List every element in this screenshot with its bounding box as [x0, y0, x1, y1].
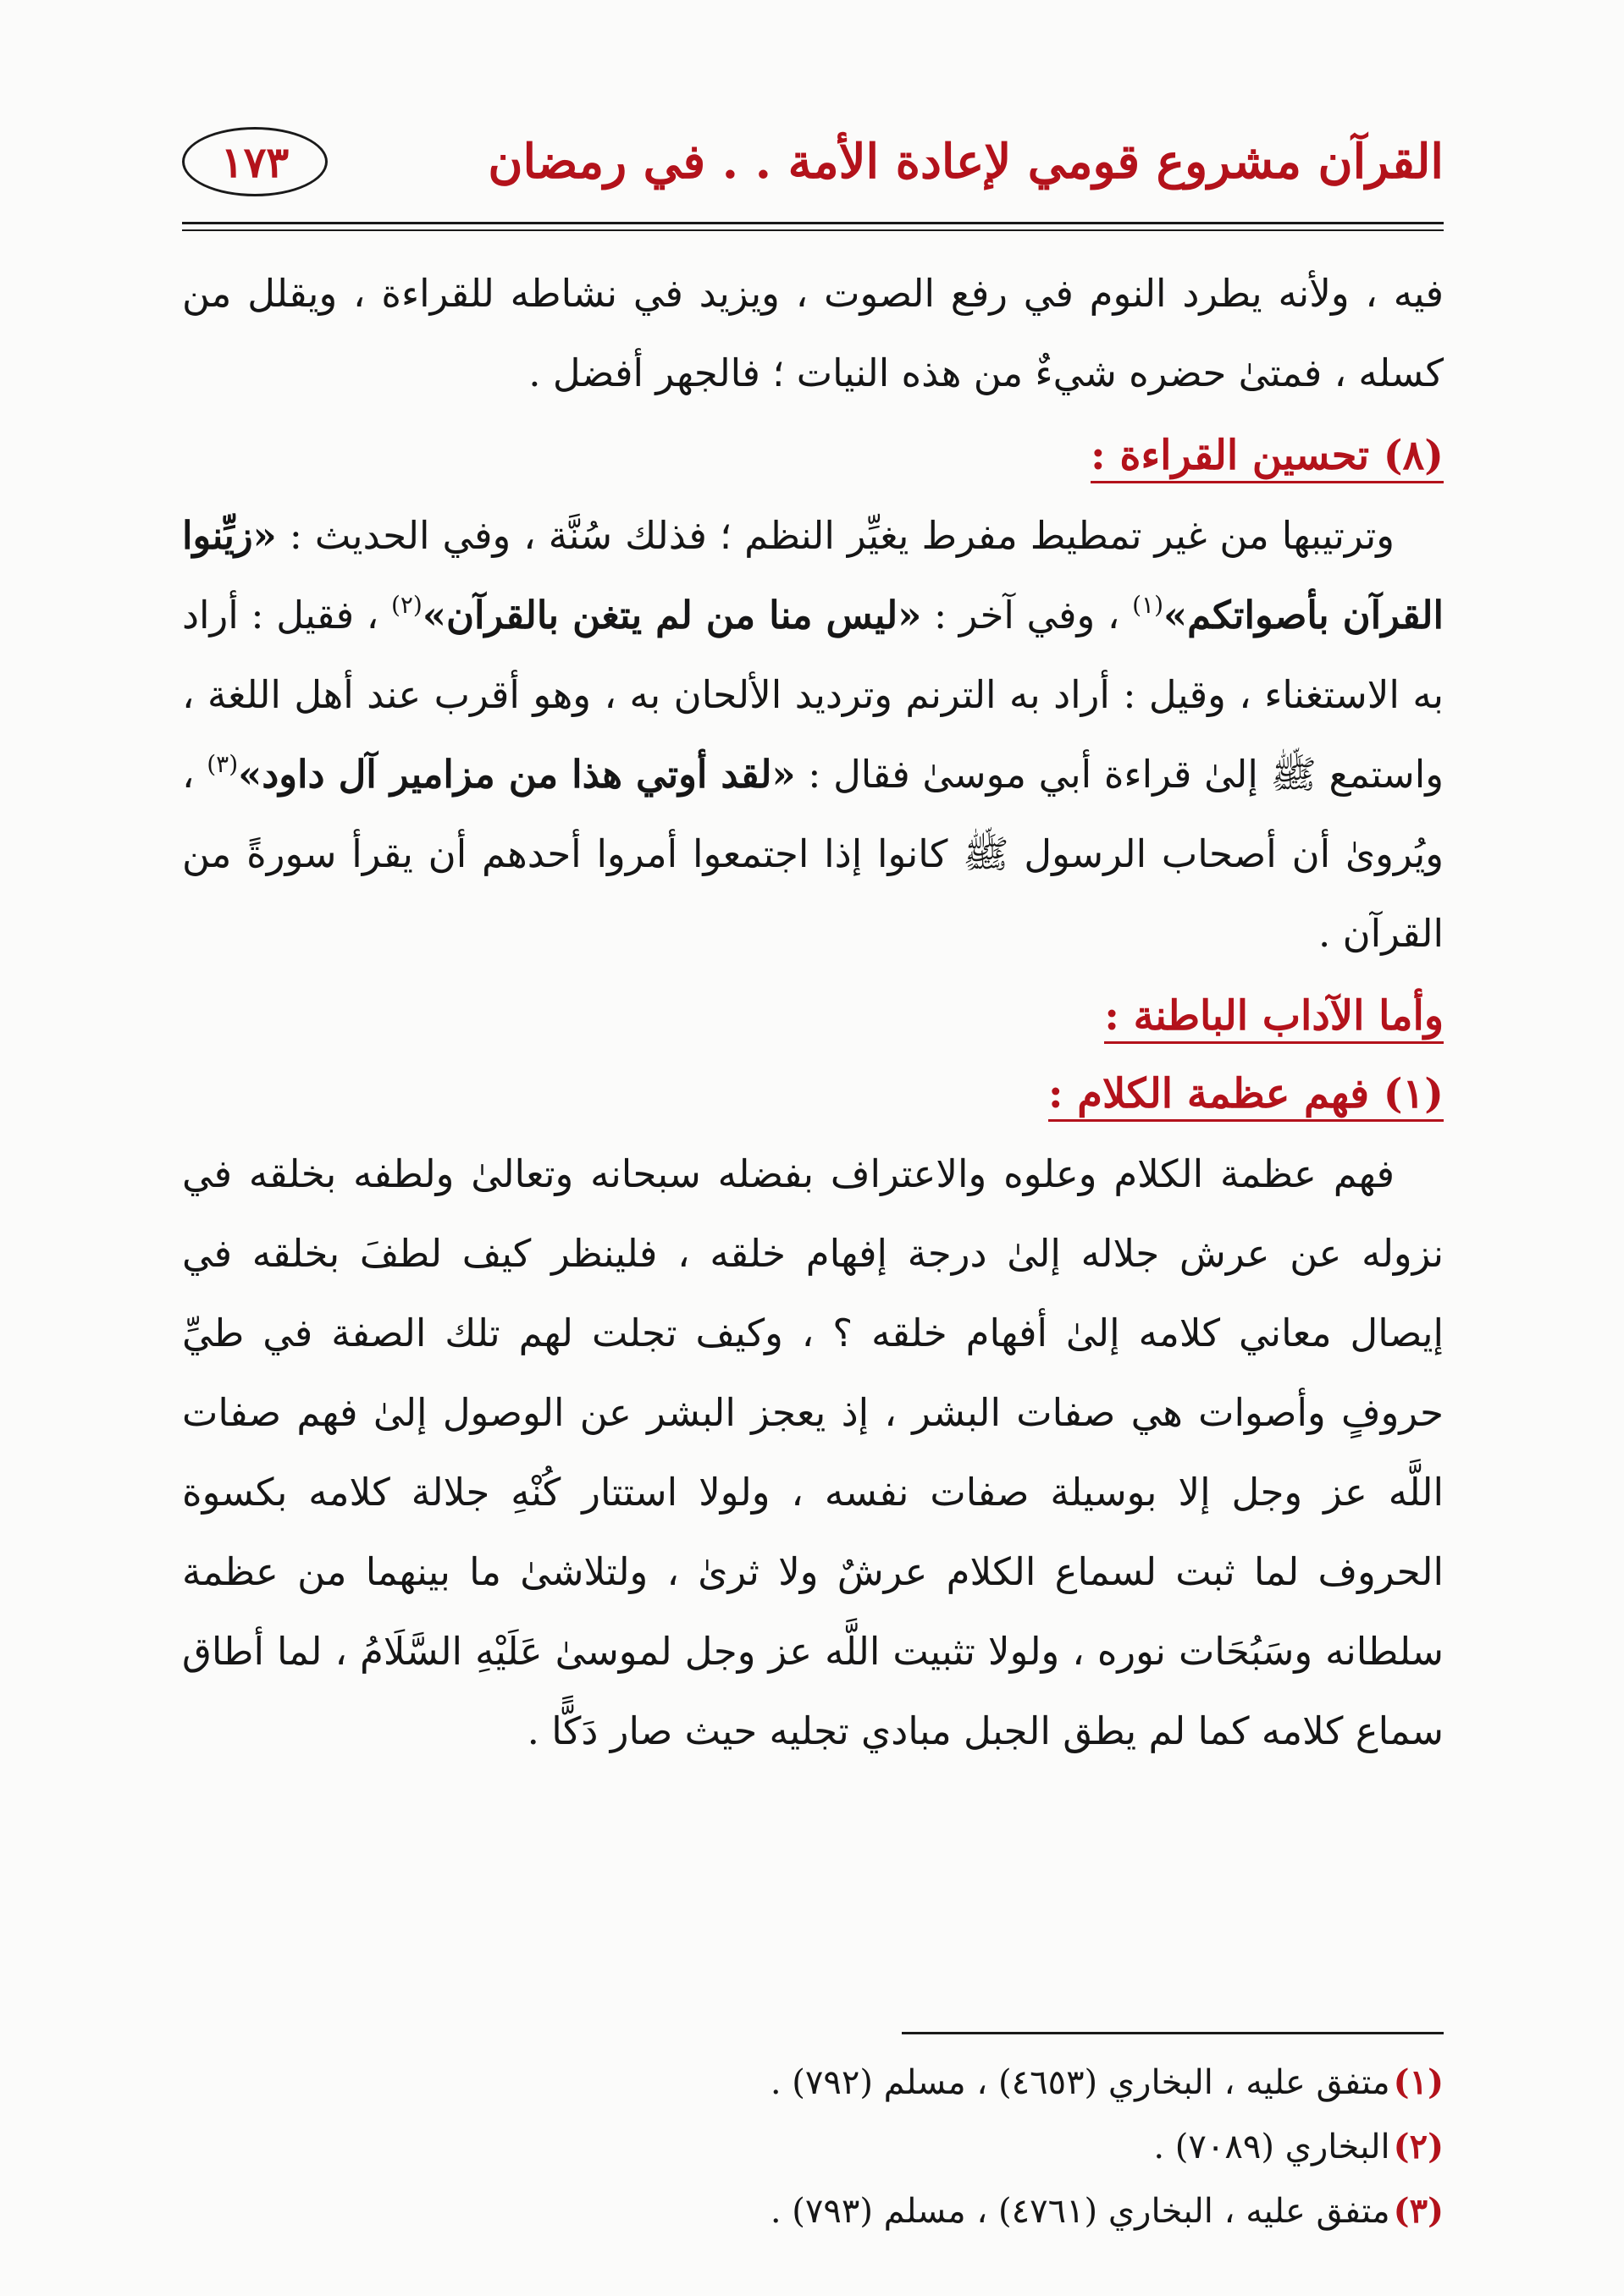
footnote-1: [182, 2050, 1444, 2115]
footnote-number: (٢): [1393, 2127, 1444, 2166]
paragraph-continuation: فيه ، ولأنه يطرد النوم في رفع الصوت ، ويزيد في نشاطه للقراءة ، ويقلل من كسله ، فمتىٰ حضره شيءٌ من هذه النيات ؛ فالجهر أفضل .: [182, 271, 1444, 395]
heading-fahm-text: (١) فهم عظمة الكلام :: [1048, 1070, 1444, 1122]
heading-batina-text: وأما الآداب الباطنة :: [1104, 992, 1444, 1044]
page-number-badge: ١٧٣: [182, 127, 328, 196]
footnote-ref: (١): [1132, 591, 1163, 619]
heading-fahm-azamat-alkalam: [182, 1058, 1444, 1129]
footnote-3: [182, 2179, 1444, 2244]
footnote-2: [182, 2115, 1444, 2179]
text-segment: ، ويُروىٰ أن أصحاب الرسول ﷺ كانوا إذا اجتمعوا أمروا أحدهم أن يقرأ سورةً من القرآن .: [182, 752, 1444, 956]
footnote-number: (٣): [1393, 2191, 1444, 2231]
footnote-number: (١): [1393, 2062, 1444, 2102]
hadith-quote: «ليس منا من لم يتغن بالقرآن»: [422, 593, 922, 637]
footnote-separator: [902, 2032, 1444, 2034]
book-page: [182, 127, 1444, 2260]
running-title: القرآن مشروع قومي لإعادة الأمة . . في رمضان: [488, 134, 1444, 190]
hadith-quote: «زيِّنوا القرآن بأصواتكم»: [182, 513, 1444, 637]
text-segment: ، فقيل : أراد به الاستغناء ، وقيل : أراد به الترنم وترديد الألحان به ، وهو أقرب عند أهل اللغة ، واستمع ﷺ إلىٰ قراءة أبي موسىٰ فقال :: [182, 593, 1444, 797]
page-header: [182, 127, 1444, 220]
heading-tahsin-alqiraa: [182, 420, 1444, 491]
heading-tahsin-text: (٨) تحسين القراءة :: [1091, 432, 1444, 483]
paragraph-tahsin: [182, 496, 1444, 974]
footnote-text: البخاري (٧٠٨٩) .: [1153, 2128, 1390, 2166]
footnotes: [182, 2050, 1444, 2244]
footnote-ref: (٣): [207, 750, 239, 778]
footnote-text: متفق عليه ، البخاري (٤٦٥٣) ، مسلم (٧٩٢) .: [770, 2063, 1390, 2102]
text-segment: ، وفي آخر :: [933, 593, 1120, 637]
paragraph-fahm: فهم عظمة الكلام وعلوه والاعتراف بفضله سبحانه وتعالىٰ ولطفه بخلقه في نزوله عن عرش جلاله إلىٰ درجة إفهام خلقه ، فلينظر كيف لطفَ بخلقه في إيصال معاني كلامه إلىٰ أفهام خلقه ؟ ، وكيف تجلت لهم تلك الصفة في طيِّ حروفٍ وأصوات هي صفات البشر ، إذ يعجز البشر عن الوصول إلىٰ فهم صفات اللَّه عز وجل إلا بوسيلة صفات نفسه ، ولولا استتار كُنْهِ جلالة كلامه بكسوة الحروف لما ثبت لسماع الكلام عرشٌ ولا ثرىٰ ، ولتلاشىٰ ما بينهما من عظمة سلطانه وسَبُحَات نوره ، ولولا تثبيت اللَّه عز وجل لموسىٰ عَلَيْهِ السَّلَامُ ، لما أطاق سماع كلامه كما لم يطق الجبل مبادي تجليه حيث صار دَكًّا .: [182, 1151, 1444, 1753]
heading-adab-batina: [182, 980, 1444, 1051]
hadith-quote: «لقد أوتي هذا من مزامير آل داود»: [238, 752, 796, 797]
text-segment: وترتيبها من غير تمطيط مفرط يغيِّر النظم ؛ فذلك سُنَّة ، وفي الحديث :: [289, 513, 1395, 558]
header-double-rule: [182, 222, 1444, 231]
main-text: [182, 254, 1444, 1771]
footnote-text: متفق عليه ، البخاري (٤٧٦١) ، مسلم (٧٩٣) .: [770, 2192, 1390, 2231]
footnote-ref: (٢): [390, 591, 423, 619]
